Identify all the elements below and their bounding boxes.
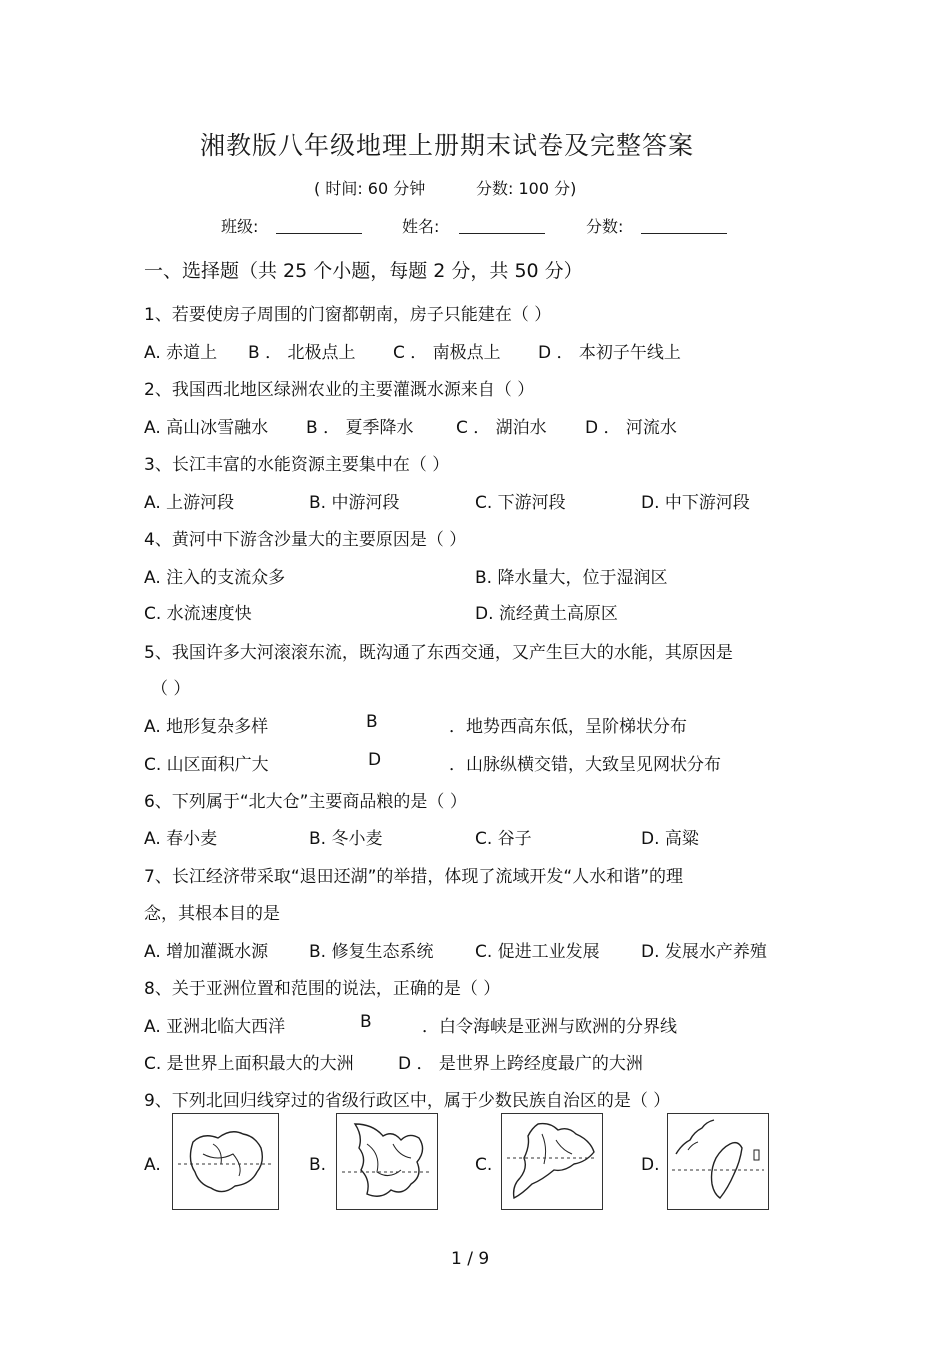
- class-label: 班级:: [221, 217, 259, 236]
- q9-option-a: A.: [144, 1155, 161, 1175]
- q5-option-c: C. 山区面积广大: [144, 755, 269, 775]
- q4-option-d: D. 流经黄土高原区: [475, 604, 618, 624]
- q8-option-c: C. 是世界上面积最大的大洲: [144, 1054, 354, 1074]
- q5-option-d-letter: D: [368, 750, 382, 770]
- question-7-cont: 念，其根本目的是: [144, 904, 280, 924]
- q6-option-b: B. 冬小麦: [309, 829, 383, 849]
- q9-option-d: D.: [641, 1155, 660, 1175]
- score-blank[interactable]: [641, 233, 727, 234]
- q9-map-a: [172, 1113, 279, 1210]
- q9-map-c: [501, 1113, 603, 1210]
- question-6: 6、下列属于“北大仓”主要商品粮的是（ ）: [144, 792, 467, 812]
- q5-option-d: ．山脉纵横交错，大致呈见网状分布: [449, 755, 721, 775]
- q9-option-b: B.: [309, 1155, 327, 1175]
- q5-option-a: A. 地形复杂多样: [144, 717, 269, 737]
- score-label: 分数:: [586, 217, 624, 236]
- question-2: 2、我国西北地区绿洲农业的主要灌溉水源来自（ ）: [144, 380, 535, 400]
- page-number: 1 / 9: [451, 1249, 490, 1269]
- q6-option-d: D. 高粱: [641, 829, 699, 849]
- q2-option-d: D ． 河流水: [585, 418, 677, 438]
- question-9: 9、下列北回归线穿过的省级行政区中，属于少数民族自治区的是（ ）: [144, 1091, 671, 1111]
- q2-option-b: B ． 夏季降水: [306, 418, 414, 438]
- question-8: 8、关于亚洲位置和范围的说法，正确的是（ ）: [144, 979, 501, 999]
- q7-option-c: C. 促进工业发展: [475, 942, 600, 962]
- q2-option-c: C ． 湖泊水: [456, 418, 547, 438]
- q9-option-c: C.: [475, 1155, 493, 1175]
- question-5: 5、我国许多大河滚滚东流，既沟通了东西交通，又产生巨大的水能，其原因是: [144, 643, 733, 663]
- name-label: 姓名:: [402, 217, 440, 236]
- q4-option-c: C. 水流速度快: [144, 604, 252, 624]
- exam-time: ( 时间: 60 分钟: [314, 179, 426, 198]
- q7-option-d: D. 发展水产养殖: [641, 942, 767, 962]
- q3-option-c: C. 下游河段: [475, 493, 566, 513]
- q3-option-d: D. 中下游河段: [641, 493, 750, 513]
- class-blank[interactable]: [276, 233, 362, 234]
- q2-option-a: A. 高山冰雪融水: [144, 418, 269, 438]
- q3-option-b: B. 中游河段: [309, 493, 400, 513]
- q9-map-b: [336, 1113, 438, 1210]
- q3-option-a: A. 上游河段: [144, 493, 235, 513]
- q9-map-d: [667, 1113, 769, 1210]
- q7-option-b: B. 修复生态系统: [309, 942, 434, 962]
- name-blank[interactable]: [459, 233, 545, 234]
- q1-option-a: A. 赤道上: [144, 343, 218, 363]
- q8-option-a: A. 亚洲北临大西洋: [144, 1017, 286, 1037]
- question-7: 7、长江经济带采取“退田还湖”的举措，体现了流域开发“人水和谐”的理: [144, 867, 684, 887]
- q6-option-c: C. 谷子: [475, 829, 532, 849]
- q5-option-b-letter: B: [366, 712, 378, 732]
- question-1: 1、若要使房子周围的门窗都朝南，房子只能建在（ ）: [144, 305, 552, 325]
- q6-option-a: A. 春小麦: [144, 829, 218, 849]
- section-heading: 一、选择题（共 25 个小题，每题 2 分，共 50 分）: [144, 260, 583, 282]
- q5-option-b: ．地势西高东低，呈阶梯状分布: [449, 717, 687, 737]
- q1-option-b: B ． 北极点上: [248, 343, 356, 363]
- exam-total-score: 分数: 100 分): [476, 179, 577, 198]
- q1-option-c: C ． 南极点上: [393, 343, 501, 363]
- q8-option-b: ．白令海峡是亚洲与欧洲的分界线: [422, 1017, 677, 1037]
- q4-option-b: B. 降水量大，位于湿润区: [475, 568, 668, 588]
- question-4: 4、黄河中下游含沙量大的主要原因是（ ）: [144, 530, 467, 550]
- page-title: 湘教版八年级地理上册期末试卷及完整答案: [200, 131, 695, 160]
- q4-option-a: A. 注入的支流众多: [144, 568, 286, 588]
- q1-option-d: D ． 本初子午线上: [538, 343, 681, 363]
- question-3: 3、长江丰富的水能资源主要集中在（ ）: [144, 455, 450, 475]
- q8-option-b-letter: B: [360, 1012, 372, 1032]
- question-5-bracket: （ ）: [151, 679, 191, 699]
- q7-option-a: A. 增加灌溉水源: [144, 942, 269, 962]
- q8-option-d: D ． 是世界上跨经度最广的大洲: [398, 1054, 643, 1074]
